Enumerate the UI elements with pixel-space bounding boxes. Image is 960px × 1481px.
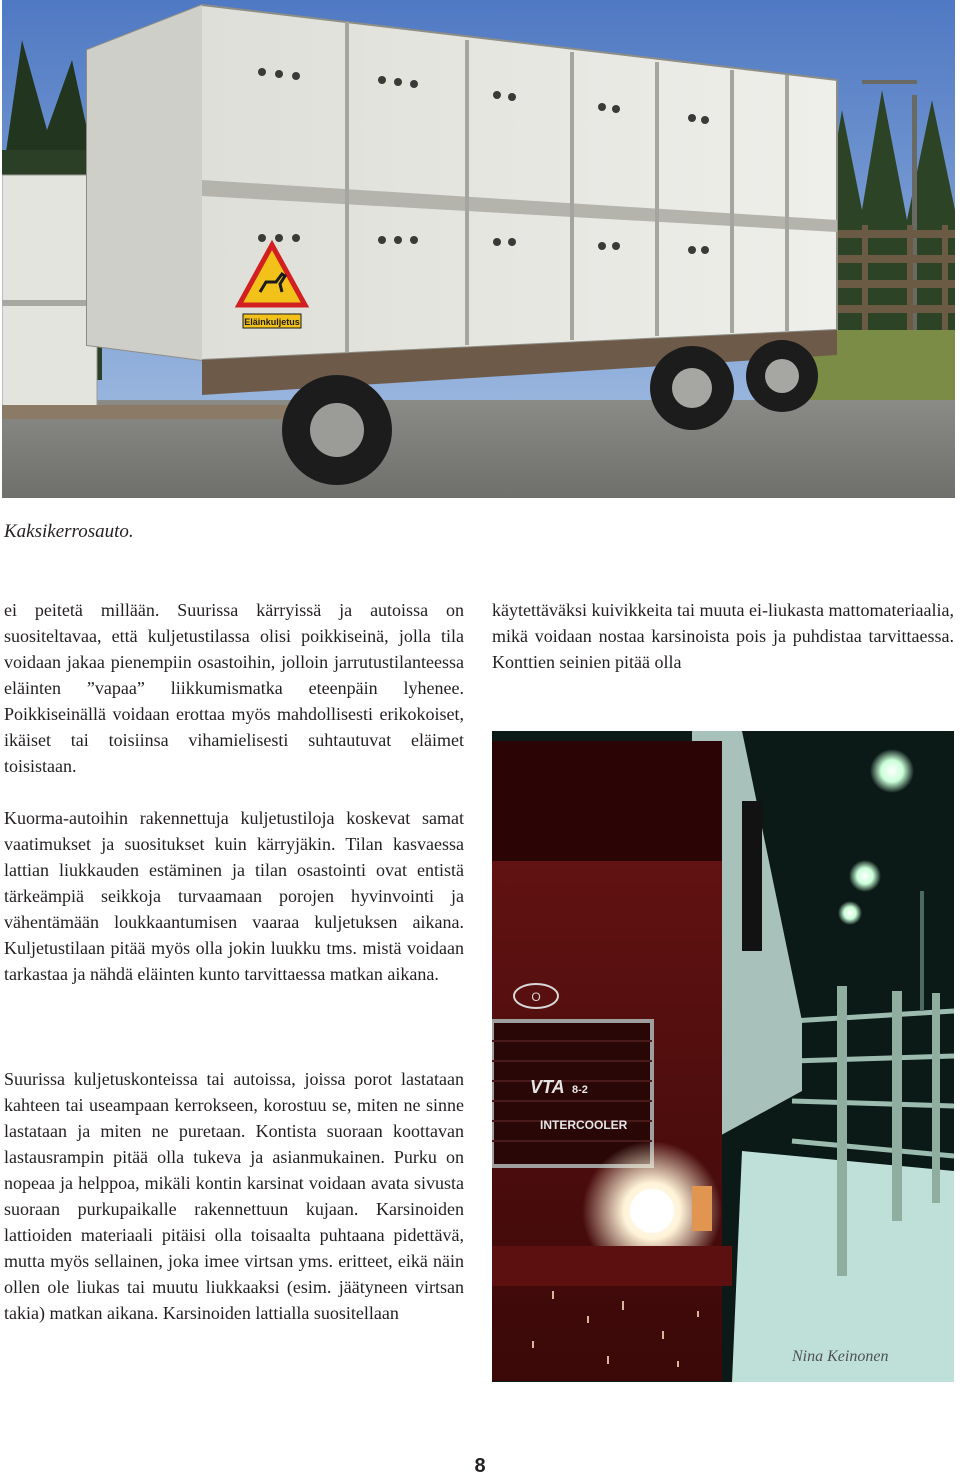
sign-label: Eläinkuljetus — [244, 317, 300, 327]
truck-night-photo — [492, 731, 954, 1382]
model-badge: VTA — [530, 1077, 565, 1097]
paragraph: Suurissa kuljetuskonteissa tai autoissa, joissa porot lastataan kahteen tai useampaan kerrokseen, korostuu se, miten ne sinne lastataan ja miten ne puretaan. Kontista suoraan koottavan lastausrampin pitää olla tukeva ja asianmukainen. Purku on nopeaa ja helppoa, mikäli kontin karsinat voidaan avata sivusta suoraan purkupaikalle rakennettuun kujaan. Karsinoiden lattioiden materiaali pitäisi olla toisaalta puhtaana pidettävä, mutta myös sellainen, joka imee virtsan yms. eritteet, eikä näin ollen ole liukas tai muutu liukkaaksi (esim. jäätyneen virtsan takia) matkan aikana. Karsinoiden lattialla suositellaan — [4, 1069, 464, 1323]
trailer-photo — [2, 0, 955, 498]
grille-label: INTERCOOLER — [540, 1118, 628, 1132]
text-column-right — [492, 597, 954, 675]
paragraph: ei peitetä millään. Suurissa kärryissä ja autoissa on suositeltavaa, että kuljetustilassa olisi poikkiseinä, jolla tila voidaan jakaa pienempiin osastoihin, jolloin jarrutustilanteessa eläinten ”vapaa” liikkumismatka eteenpäin lyhenee. Poikkiseinällä voidaan erottaa myös mahdollisesti erikokoiset, ikäiset tai toisiinsa vihamielisesti suhtautuvat eläimet toisistaan. — [4, 600, 464, 776]
text-column-left — [4, 805, 464, 987]
text-column-left — [4, 1066, 464, 1326]
photo-credit: Nina Keinonen — [792, 1348, 889, 1365]
page-number: 8 — [474, 1455, 486, 1477]
paragraph: Kuorma-autoihin rakennettuja kuljetustiloja koskevat samat vaatimukset ja suositukset kuin kärryjäkin. Tilan kasvaessa lattian liukkauden estäminen ja tilan osastointi ovat entistä tärkeämpiä seikkoja turvaamaan porojen hyvinvointi ja vähentämään loukkaantumisen vaaraa kuljetuksen aikana. Kuljetustilaan pitää myös olla jokin luukku tms. mistä voidaan tarkastaa ja nähdä eläinten kunto tarvittaessa matkan aikana. — [4, 808, 464, 984]
svg-text:O: O — [531, 990, 541, 1004]
text-column-left — [4, 597, 464, 779]
figure-caption: Kaksikerrosauto. — [4, 521, 134, 542]
paragraph: käytettäväksi kuivikkeita tai muuta ei-liukasta mattomateriaalia, mikä voidaan nostaa karsinoista pois ja puhdistaa tarvittaessa. Konttien seinien pitää olla — [492, 600, 954, 672]
model-suffix: 8-2 — [572, 1084, 588, 1096]
